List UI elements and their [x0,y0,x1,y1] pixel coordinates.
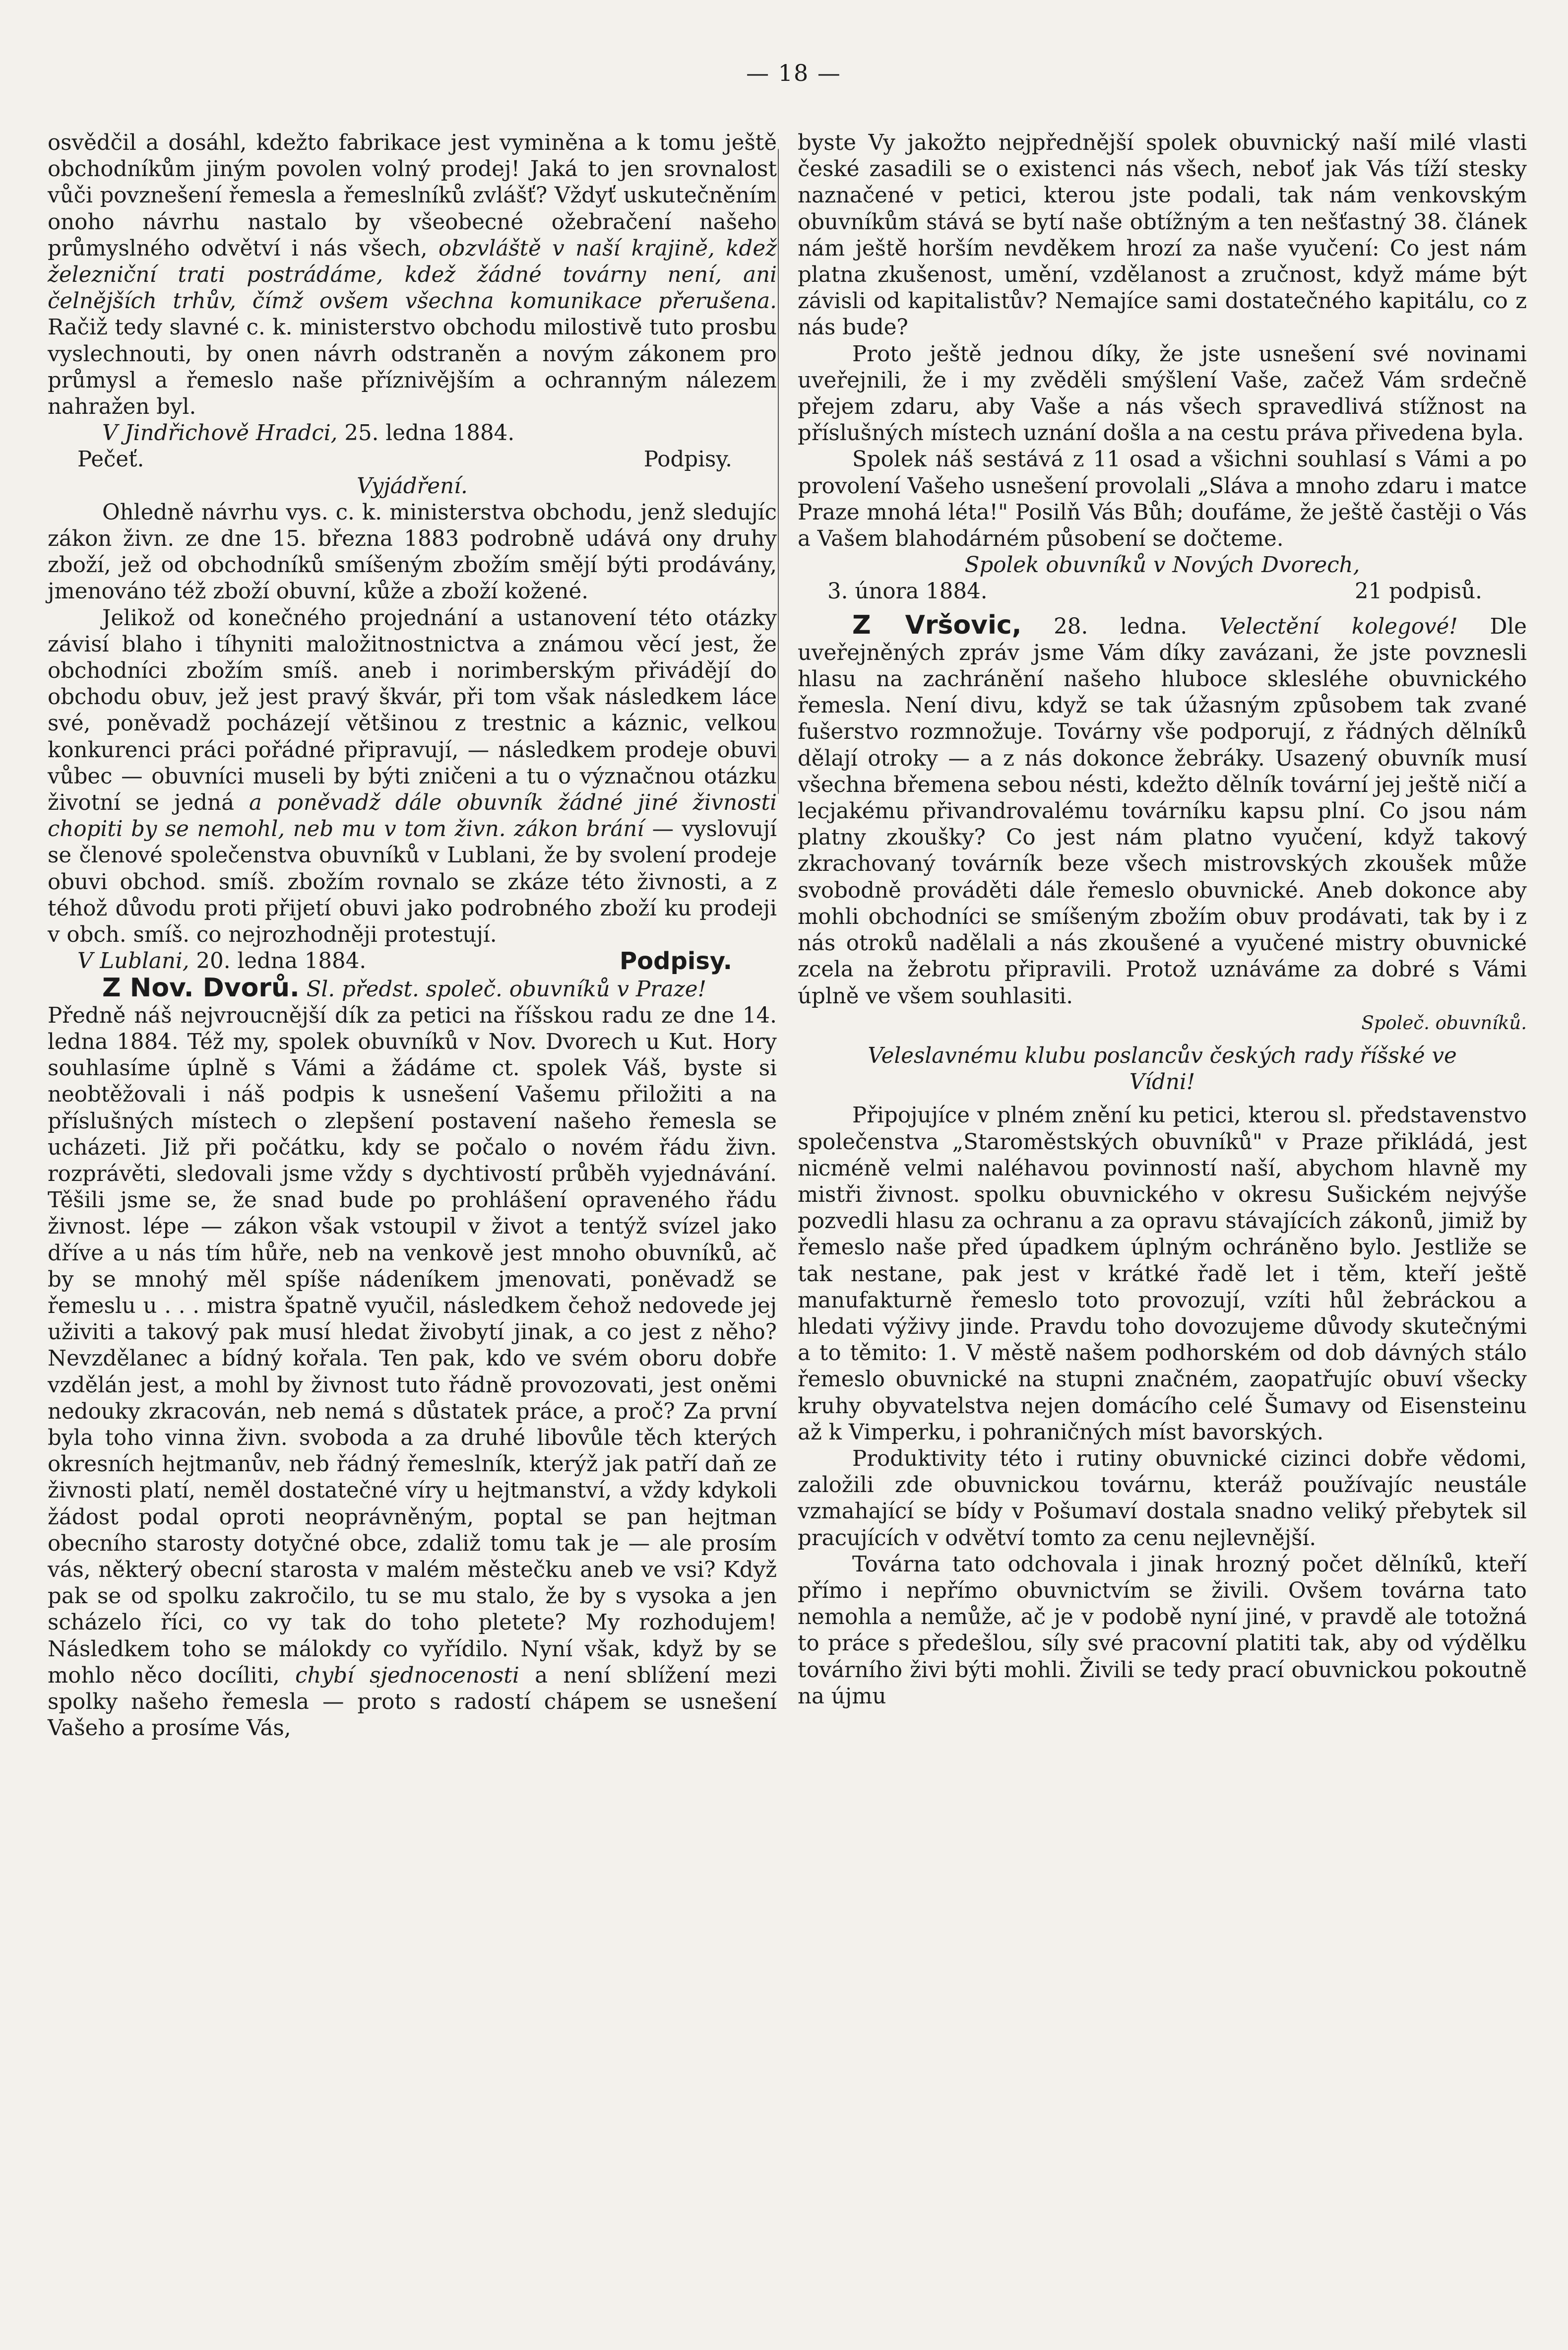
right-paragraph-4: Z Vršovic, 28. ledna. Velectění kolegové! Dle uveřejněných zpráv jsme Vám díky zavázani, že jste povznesli hlasu na zachránění našeho hluboce sklesléhe obuvnického řemesla. Není divu, když se tak úžasným způsobem tak zvané fušerstvo rozmnožuje. Továrny vše podporují, z řádných dělníků dělají otroky — a z nás dokonce žebráky. Usazený obuvník musí všechna břemena sebou nésti, kdežto dělník tovární jej ještě ničí a lecjakému přivandrovalému továrníku kapsu plní. Co jsou nám platny zkoušky? Co jest nám platno vyučení, když takový zkrachovaný továrník beze všech mistrovských zkoušek může svobodně prováděti dále řemeslo obuvnické. Aneb dokonce aby mohli obchodníci se smíšeným zbožím obuv prodávati, tak by i z nás otroků nadělali a nás zkoušené a vyučené mistry obuvnické zcela na žebrotu připravili. Protož uznáváme za dobré s Vámi úplně ve všem souhlasiti. [798,610,1527,1009]
right-paragraph-1: byste Vy jakožto nejpřednější spolek obuvnický naší milé vlasti české zasadili se o existenci nás všech, neboť jak Vás tíží stesky naznačené v petici, kterou jste podali, tak nám venkovským obuvníkům stává se bytí naše obtížným a ten nešťastný 38. článek nám ještě horším nevděkem hrozí za naše vyučení: Co jest nám platna zkušenost, umění, vzdělanost a zručnost, když máme být závisli od kapitalistův? Nemajíce sami dostatečného kapitálu, co z nás bude? [798,131,1527,340]
right-paragraph-3: Spolek náš sestává z 11 osad a všichni souhlasí s Vámi a po provolení Vašeho usnešení provolali „Sláva a mnoho zdaru i matce Praze mnohá léta!" Posilň Vás Bůh; doufáme, že ještě častěji o Vás a Vašem blahodárném působení se dočteme. [798,447,1527,552]
right-paragraph-7: Továrna tato odchovala i jinak hrozný počet dělníků, kteří přímo i nepřímo obuvnictvím se živili. Ovšem továrna tato nemohla a nemůže, ač je v podobě nyní jiné, v pravdě ale totožná to práce s předešlou, síly své pracovní platiti tak, aby od výdělku továrního živi býti mohli. Živili se tedy prací obuvnickou pokoutně na újmu [798,1552,1527,1709]
right-paragraph-6: Produktivity této i rutiny obuvnické cizinci dobře vědomi, založili zde obuvnickou továrnu, kteráž používajíc neustále vzmahající se bídy v Pošumaví dostala snadno veliký přebytek sil pracujících v odvětví tomto za cenu nejlevnější. [798,1446,1527,1551]
seal: Pečeť. [77,447,144,472]
column-divider [778,149,779,794]
left-column [48,130,777,1742]
left-paragraph-3: Jelikož od konečného projednání a ustanovení této otázky závisí blaho i tíhyniti maložitnostnictva a známou věcí jest, že obchodníci zbožím smíš. aneb i norimberským přivádějí do obchodu obuv, jež jest pravý škvár, při tom však následkem láce své, poněvadž pocházejí většinou z trestnic a káznic, velkou konkurenci práci pořádné připravují, — následkem prodeje obuvi vůbec — obuvníci museli by býti zničeni a tu o význačnou otázku životní se jedná a poněvadž dále obuvník žádné jiné živnosti chopiti by se nemohl, neb mu v tom živn. zákon brání — vyslovují se členové společenstva obuvníků v Lublani, že by svolení prodeje obuvi obchod. smíš. zbožím rovnalo se zkáze této živnosti, a z téhož důvodu proti přijetí obuvi jako podrobného zboží ku prodeji v obch. smíš. co nejrozhodněji protestují. [48,605,777,948]
signatures: Podpisy. [643,447,732,472]
nove-dvory-date-line: 3. února 1884. 21 podpisů. [827,579,1482,604]
vyjadreni-heading: Vyjádření. [357,473,468,499]
left-paragraph-2: Ohledně návrhu vys. c. k. ministerstva obchodu, jenž sledujíc zákon živn. ze dne 15. března 1883 podrobně udává ony druhy zboží, jež od obchodníků smíšeným zbožím smějí býti prodávány, jmenováno též zboží obuvní, kůže a zboží kožené. [48,500,777,604]
left-paragraph-1: osvědčil a dosáhl, kdežto fabrikace jest vyminěna a k tomu ještě obchodníkům jiným povolen volný prodej! Jaká to jen srovnalost vůči povznešení řemesla a řemeslníků zvlášť? Vždyť uskutečněním onoho návrhu nastalo by všeobecné ožebračení našeho průmyslného odvětví i nás všech, obzvláště v naší krajině, kdež železniční trati postrádáme, kdež žádné továrny není, ani čelnějších trhův, čímž ovšem všechna komunikace přerušena. Račiž tedy slavné c. k. ministerstvo obchodu milostivě tuto prosbu vyslechnouti, by onen návrh odstraněn a novým zákonem pro průmysl a řemeslo naše příznivějším a ochranným nálezem nahražen byl. [48,131,777,420]
right-column [798,130,1527,1710]
page-number: — 18 — [746,60,841,86]
place-date-line: V Jindřichově Hradci, 25. ledna 1884. [102,421,515,446]
right-paragraph-2: Proto ještě jednou díky, že jste usnešení své novinami uveřejnili, že i my zvěděli smýšlení Vaše, začež Vám srdečně přejem zdaru, aby Vaše a nás všech spravedlivá stížnost na příslušných místech uznání došla a na cestu práva přivedena byla. [798,341,1527,446]
veleslavnemu-heading: Veleslavnému klubu poslancův českých rady říšské ve Vídni! [868,1043,1457,1095]
nove-dvory-signature: Spolek obuvníků v Nových Dvorech, [964,553,1360,578]
right-paragraph-5: Připojujíce v plném znění ku petici, kterou sl. představenstvo společenstva „Staroměstských obuvníků" v Praze přikládá, jest nicméně velmi naléhavou povinností naší, abychom hlavně my mistři živnost. spolku obuvnického v okresu Sušickém nejvýše pozvedli hlasu za ochranu a za opravu stávajících zákonů, jimiž by řemeslo naše před úpadkem úplným ochráněno bylo. Jestliže se tak nestane, pak jest v krátké řadě let i těm, kteří ještě manufakturně řemeslo toto provozují, vzíti hůl žebráckou a hledati výživy jinde. Pravdu toho dovozujeme důvody skutečnými a to těmito: 1. V městě našem podhorském od dob dávných stálo řemeslo obuvnické na stupni značném, zaopatřujíc obuví všecky kruhy obyvatelstva nejen domácího celé Šumavy od Eisensteinu až k Vimperku, i pohraničných míst bavorských. [798,1103,1527,1445]
seal-signature-line [48,447,777,473]
znov-heading: Z Nov. Dvorů. Sl. předst. společ. obuvníků v Praze! [102,973,706,1003]
left-paragraph-4: Předně náš nejvroucnější dík za petici na říšskou radu ze dne 14. ledna 1884. Též my, spolek obuvníků v Nov. Dvorech u Kut. Hory souhlasíme úplně s Vámi a žádáme ct. spolek Váš, byste si neobtěžovali i náš podpis k usnešení Vašemu přiložiti a na příslušných místech o zlepšení postavení našeho řemesla se ucházeti. Již při počátku, kdy se počalo o novém řádu živn. rozprávěti, sledovali jsme vždy s dychtivostí průběh vyjednávání. Těšili jsme se, že snad bude po prohlášení opraveného řádu živnost. lépe — zákon však vstoupil v život a tentýž svízel jako dříve a u nás tím hůře, neb na venkově jest mnoho obuvníků, ač by se mnohý měl spíše nádeníkem jmenovati, poněvadž se řemeslu u . . . mistra špatně vyučil, následkem čehož nedovede jej uživiti a takový pak musí hledat živobytí jinak, a co jest z něho? Nevzdělanec a bídný kořala. Ten pak, kdo ve svém oboru dobře vzdělán jest, a mohl by živnost tuto řádně provozovati, jest oněmi nedouky zkracován, neb nemá s důstatek práce, a proč? Za první byla toho vinna živn. svoboda a za druhé libovůle těch kterých okresních hejtmanův, neb řádný řemeslník, kterýž jak patří daň ze živnosti platí, neměl dostatečné víry u hejtmanství, a vždy kdykoli žádost podal oproti neoprávněným, poptal se pan hejtman obecního starosty dotyčné obce, zdaliž tomu tak je — ale prosím vás, některý obecní starosta v malém městečku aneb ve vsi? Když pak se od spolku zakročilo, tu se mu stalo, že by s vysoka a jen scházelo říci, co vy tak do toho pletete? My rozhodujem! Následkem toho se málokdy co vyřídilo. Nyní však, když by se mohlo něco docíliti, chybí sjednocenosti a není sblížení mezi spolky našeho řemesla — proto s radostí chápem se usnešení Vašeho a prosíme Vás, [48,1003,777,1741]
vrsovice-signature: Společ. obuvníků. [1361,1012,1527,1034]
lublan-signature-line: V Lublani, 20. ledna 1884. Podpisy. [77,947,732,976]
